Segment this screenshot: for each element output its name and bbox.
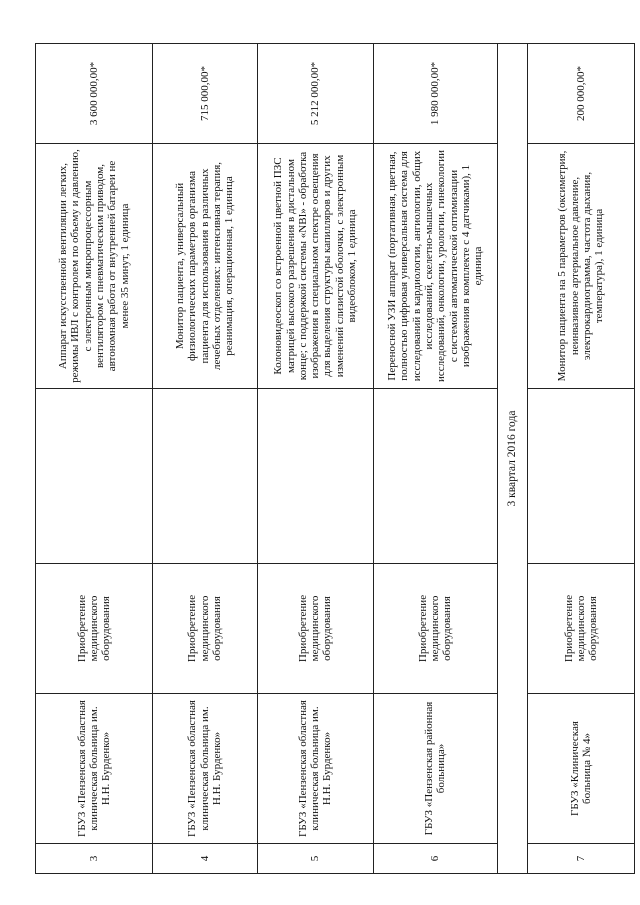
note-cell xyxy=(528,389,635,564)
quarter-label: 3 квартал 2016 года xyxy=(497,44,527,874)
row-number: 5 xyxy=(257,844,373,874)
amount-cell: 715 000,00* xyxy=(152,44,257,144)
row-number: 3 xyxy=(36,844,153,874)
organization-cell: ГБУЗ «Пензенская областная клиническая больница им. Н.Н. Бурденко» xyxy=(36,694,153,844)
equipment-cell: Переносной УЗИ аппарат (портативная, цветная, полностью цифровая универсальная система для исследований в кардиологии, ангиологии, общих исследований, скелетно-мышечных исследований, онкологии, урологии, гинекологии с системой автоматической оптимизации изображения в комплекте с 4 датчиками), 1 единица xyxy=(373,144,497,389)
amount-cell: 3 600 000,00* xyxy=(36,44,153,144)
equipment-cell: Аппарат искусственной вентиляции легких, режимы ИВЛ с контролем по объему и давлению, с электронным микропроцессорным вентилятором с пневматическим приводом, автономная работа от внутренней батареи не менее 35 минут, 1 единица xyxy=(36,144,153,389)
organization-cell: ГБУЗ «Пензенская районная больница» xyxy=(373,694,497,844)
document-page xyxy=(35,44,635,874)
rotated-table-frame xyxy=(35,44,635,874)
row-number: 7 xyxy=(528,844,635,874)
table-row xyxy=(152,44,257,874)
equipment-cell: Колоновидеоскоп со встроенной цветной ПЗС матрицей высокого разрешения в дистальном конце; с поддержкой системы «NBI» - обработка изображения в специальном спектре освещения для выделения структуры капилляров и других изменений слизистой оболочки, с электронным видеоблоком, 1 единица xyxy=(257,144,373,389)
table-row xyxy=(373,44,497,874)
action-cell: Приобретение медицинского оборудования xyxy=(36,564,153,694)
table-row xyxy=(528,44,635,874)
organization-cell: ГБУЗ «Клиническая больница № 4» xyxy=(528,694,635,844)
note-cell xyxy=(257,389,373,564)
note-cell xyxy=(36,389,153,564)
amount-cell: 5 212 000,00* xyxy=(257,44,373,144)
action-cell: Приобретение медицинского оборудования xyxy=(373,564,497,694)
table-row xyxy=(36,44,153,874)
amount-cell: 200 000,00* xyxy=(528,44,635,144)
row-number: 6 xyxy=(373,844,497,874)
equipment-table xyxy=(35,43,635,874)
table-row xyxy=(257,44,373,874)
action-cell: Приобретение медицинского оборудования xyxy=(257,564,373,694)
note-cell xyxy=(373,389,497,564)
action-cell: Приобретение медицинского оборудования xyxy=(152,564,257,694)
equipment-cell: Монитор пациента, универсальный физиологических параметров организма пациента для использования в различных лечебных отделениях: интенсивная терапия, реанимация, операционная, 1 единица xyxy=(152,144,257,389)
note-cell xyxy=(152,389,257,564)
action-cell: Приобретение медицинского оборудования xyxy=(528,564,635,694)
quarter-row xyxy=(497,44,527,874)
organization-cell: ГБУЗ «Пензенская областная клиническая больница им. Н.Н. Бурденко» xyxy=(257,694,373,844)
row-number: 4 xyxy=(152,844,257,874)
equipment-cell: Монитор пациента на 5 параметров (оксиметрия, неинвазивное артериальное давление, электрокардиограмма, частота дыхания, температура), 1 единица xyxy=(528,144,635,389)
organization-cell: ГБУЗ «Пензенская областная клиническая больница им. Н.Н. Бурденко» xyxy=(152,694,257,844)
amount-cell: 1 980 000,00* xyxy=(373,44,497,144)
